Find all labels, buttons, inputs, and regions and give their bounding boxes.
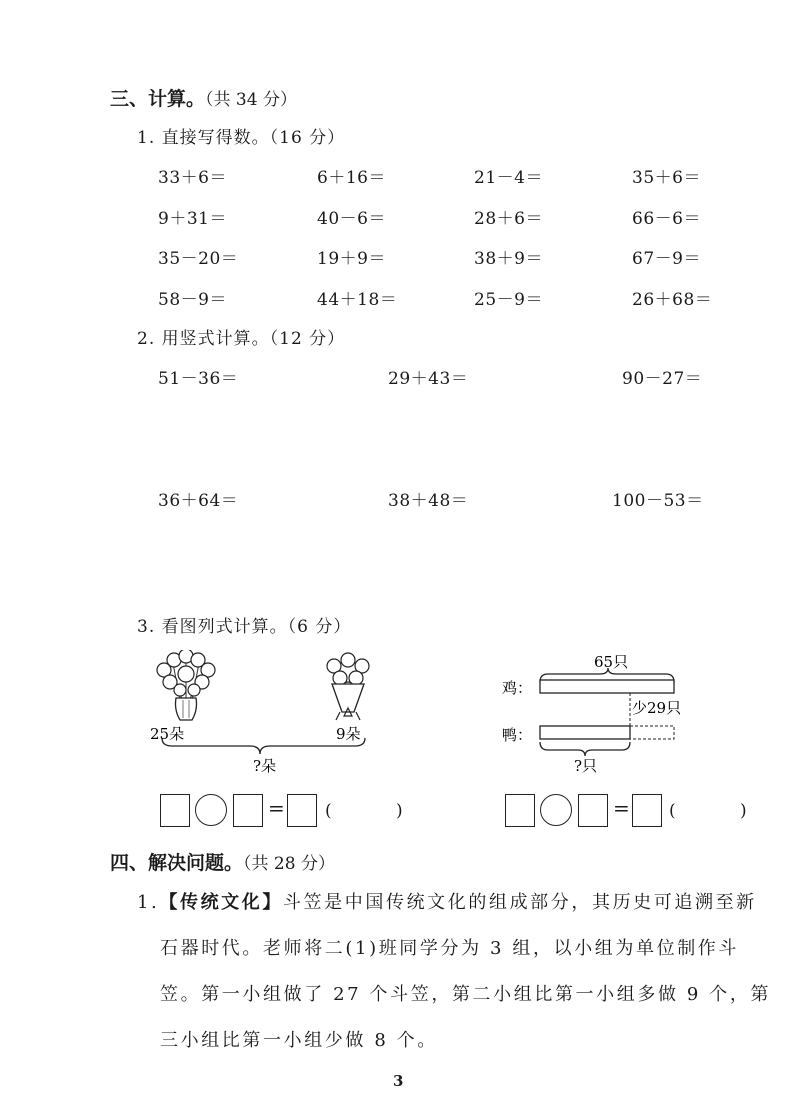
expr-r4c1: 58－9＝	[158, 290, 227, 310]
left-flower-vase-icon	[157, 650, 215, 720]
q1-title: 1. 直接写得数。（16 分）	[137, 128, 346, 148]
section-3-title-text: 三、计算。	[110, 88, 206, 110]
vertical-expr-5: 38＋48＝	[388, 491, 469, 511]
expr-r4c2: 44＋18＝	[317, 290, 398, 310]
expr-r3c1: 35－20＝	[158, 249, 239, 269]
total-count-label: ?朵	[253, 757, 277, 775]
answer-box-6[interactable]	[632, 794, 662, 827]
expr-r1c1: 33＋6＝	[158, 168, 227, 188]
problem-1-line-4: 三小组比第一小组少做 8 个。	[160, 1030, 438, 1051]
chicken-bar	[540, 680, 674, 693]
equals-sign-2: =	[613, 796, 630, 820]
problem-1-text-1: 斗笠是中国传统文化的组成部分，其历史可追溯至新	[282, 892, 757, 913]
section-4-points: （共 28 分）	[243, 854, 335, 874]
chicken-duck-bar-diagram	[498, 650, 698, 775]
duck-label: 鸭：	[502, 726, 533, 744]
right-count-label: 9朵	[336, 725, 361, 743]
expr-r3c3: 38＋9＝	[474, 249, 543, 269]
duck-bottom-brace	[540, 742, 630, 756]
total-brace	[162, 738, 365, 754]
section-3-title	[110, 84, 297, 111]
operator-circle-2[interactable]	[540, 794, 572, 826]
answer-box-1[interactable]	[160, 794, 190, 827]
expr-r4c3: 25－9＝	[474, 290, 543, 310]
operator-circle-1[interactable]	[195, 794, 227, 826]
vertical-expr-1: 51－36＝	[158, 369, 239, 389]
section-4-title-text: 四、解决问题。	[110, 852, 244, 874]
expr-r2c4: 66－6＝	[632, 209, 701, 229]
vertical-expr-4: 36＋64＝	[158, 491, 239, 511]
total-chicken-label: 65只	[594, 653, 629, 671]
flower-bouquets-figure	[150, 650, 380, 778]
left-count-label: 25朵	[150, 725, 185, 743]
answer-box-4[interactable]	[505, 794, 535, 827]
unit-paren-open-2: (	[669, 801, 676, 821]
problem-1-number: 1.	[137, 892, 160, 913]
section-4-title	[110, 848, 335, 875]
duck-missing-part	[630, 726, 674, 739]
problem-1-line-1	[137, 888, 757, 914]
expr-r3c4: 67－9＝	[632, 249, 701, 269]
expr-r4c4: 26＋68＝	[632, 290, 713, 310]
vertical-expr-3: 90－27＝	[622, 369, 703, 389]
answer-box-3[interactable]	[287, 794, 317, 827]
unit-paren-close-1: )	[396, 801, 403, 821]
problem-1-line-2: 石器时代。老师将二(1)班同学分为 3 组，以小组为单位制作斗	[160, 938, 739, 959]
expr-r2c2: 40－6＝	[317, 209, 386, 229]
traditional-culture-tag: 【传统文化】	[159, 892, 283, 913]
page-number: 3	[393, 1072, 404, 1090]
expr-r2c1: 9＋31＝	[158, 209, 227, 229]
duck-bar	[540, 726, 630, 739]
chicken-label: 鸡：	[502, 679, 533, 697]
vertical-expr-2: 29＋43＝	[388, 369, 469, 389]
expr-r2c3: 28＋6＝	[474, 209, 543, 229]
expr-r1c4: 35＋6＝	[632, 168, 701, 188]
expr-r3c2: 19＋9＝	[317, 249, 386, 269]
expr-r1c3: 21－4＝	[474, 168, 543, 188]
q3-title: 3. 看图列式计算。（6 分）	[137, 617, 352, 637]
section-3-points: （共 34 分）	[205, 90, 297, 110]
unit-paren-open-1: (	[325, 801, 332, 821]
unknown-duck-label: ?只	[574, 757, 598, 775]
right-flower-bouquet-icon	[327, 653, 369, 720]
difference-label: 少29只	[632, 699, 682, 717]
problem-1-line-3: 笠。第一小组做了 27 个斗笠，第二小组比第一小组多做 9 个，第	[160, 984, 772, 1005]
q2-title: 2. 用竖式计算。（12 分）	[137, 329, 346, 349]
unit-paren-close-2: )	[740, 801, 747, 821]
equals-sign-1: =	[268, 796, 285, 820]
answer-box-2[interactable]	[233, 794, 263, 827]
vertical-expr-6: 100－53＝	[612, 491, 704, 511]
expr-r1c2: 6＋16＝	[317, 168, 386, 188]
answer-box-5[interactable]	[578, 794, 608, 827]
